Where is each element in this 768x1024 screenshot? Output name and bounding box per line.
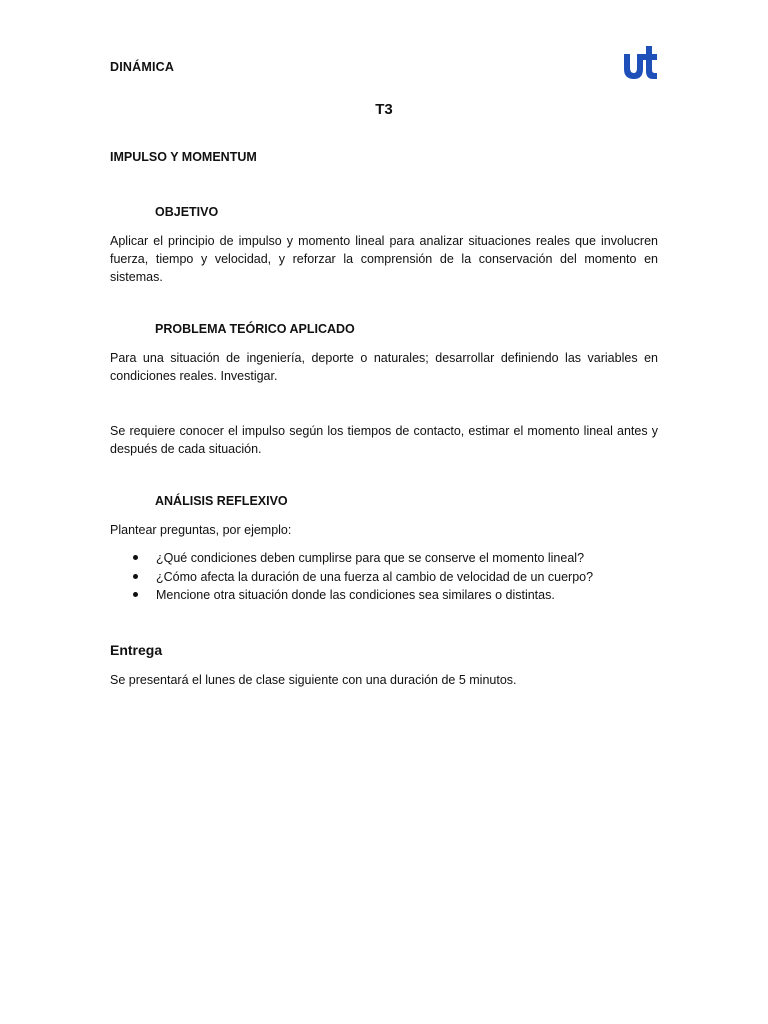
problema-text-2: Se requiere conocer el impulso según los tiempos de contacto, estimar el momento lineal antes y después de cada situación.	[110, 424, 658, 456]
analisis-intro: Plantear preguntas, por ejemplo:	[110, 523, 292, 537]
list-item: ¿Qué condiciones deben cumplirse para que se conserve el momento lineal?	[110, 549, 670, 568]
document-code: T3	[375, 101, 393, 118]
institution-logo-icon	[622, 44, 658, 80]
questions-list	[110, 549, 670, 605]
problema-text-1: Para una situación de ingeniería, deporte o naturales; desarrollar definiendo las variables en condiciones reales. Investigar.	[110, 351, 658, 383]
list-item: ¿Cómo afecta la duración de una fuerza al cambio de velocidad de un cuerpo?	[110, 568, 670, 587]
objetivo-text: Aplicar el principio de impulso y momento lineal para analizar situaciones reales que involucren fuerza, tiempo y velocidad, y reforzar la comprensión de la conservación del momento en sistemas.	[110, 234, 658, 284]
section-title: IMPULSO Y MOMENTUM	[110, 150, 257, 164]
subject-label: DINÁMICA	[110, 60, 175, 74]
entrega-heading: Entrega	[110, 642, 163, 658]
list-item: Mencione otra situación donde las condiciones sea similares o distintas.	[110, 586, 670, 605]
objetivo-heading: OBJETIVO	[155, 205, 219, 219]
entrega-text: Se presentará el lunes de clase siguiente con una duración de 5 minutos.	[110, 673, 517, 687]
analisis-heading: ANÁLISIS REFLEXIVO	[155, 494, 288, 508]
problema-heading: PROBLEMA TEÓRICO APLICADO	[155, 322, 355, 336]
